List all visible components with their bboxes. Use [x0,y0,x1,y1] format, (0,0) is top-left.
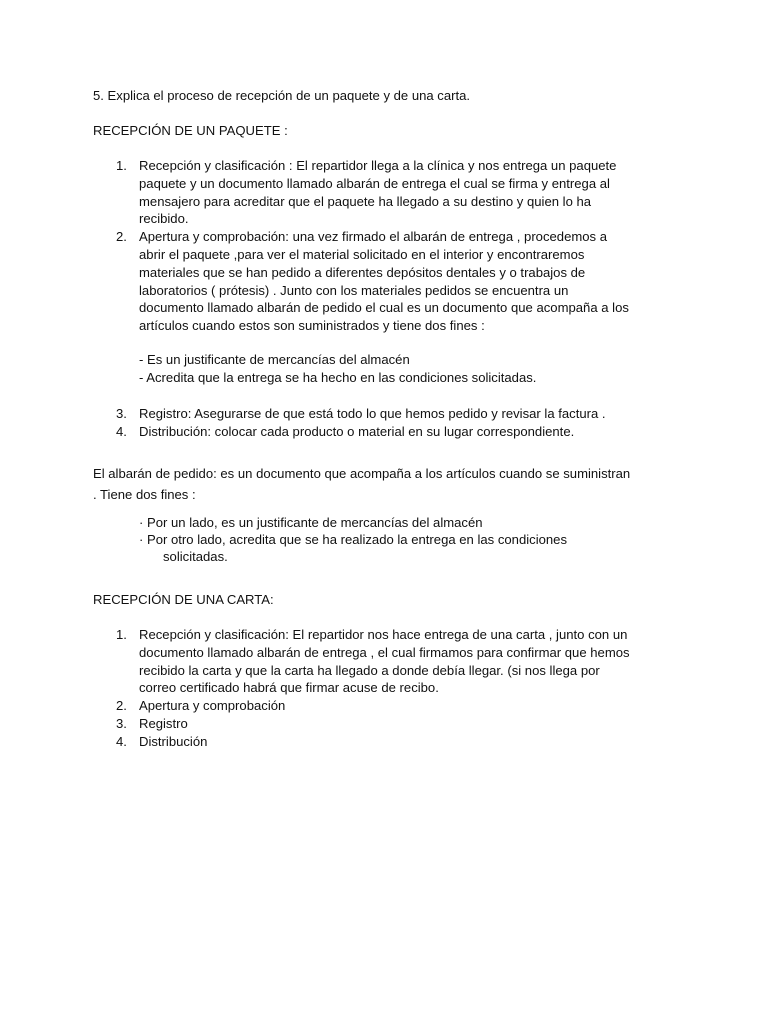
list-number: 1. [116,158,127,173]
list-line: mensajero para acreditar que el paquete ha llegado a su destino y quien lo ha [139,193,592,209]
list-line: Recepción y clasificación: El repartidor nos hace entrega de una carta , junto con un [139,627,628,642]
list-line: Apertura y comprobación [139,698,286,714]
section-heading-carta: RECEPCIÓN DE UNA CARTA: [93,592,274,607]
list-line: correo certificado habrá que firmar acuse de recibo. [139,680,439,696]
list-number: 4. [116,733,127,749]
list-line: Apertura y comprobación: una vez firmado el albarán de entrega , procedemos a [139,229,608,245]
list-item [116,423,606,441]
section-heading-paquete: RECEPCIÓN DE UN PAQUETE : [93,123,288,138]
list-number: 3. [116,406,127,421]
list-item [116,697,630,715]
list-item [116,626,630,697]
list-number: 4. [116,423,127,439]
paquete-steps-list [116,157,629,335]
albaran-bullet [139,532,567,565]
paquete-steps-list-continued [116,405,606,441]
list-number: 2. [116,229,127,245]
list-item [116,405,606,423]
bullet-line: · Por un lado, es un justificante de mercancías del almacén [139,515,483,530]
list-item [116,733,630,751]
list-line: artículos cuando estos son suministrados y tiene dos fines : [139,318,485,334]
list-line: materiales que se han pedido a diferentes depósitos dentales y o trabajos de [139,264,586,280]
list-line: abrir el paquete ,para ver el material solicitado en el interior y encontraremos [139,246,585,262]
list-line: documento llamado albarán de entrega , el cual firmamos para confirmar que hemos [139,644,630,660]
list-number: 2. [116,698,127,714]
list-item [116,715,630,733]
question-title: 5. Explica el proceso de recepción de un paquete y de una carta. [93,88,471,103]
list-line: recibido. [139,211,189,227]
list-line: Recepción y clasificación : El repartidor llega a la clínica y nos entrega un paquete [139,158,617,173]
sub-item: - Acredita que la entrega se ha hecho en las condiciones solicitadas. [139,370,537,385]
list-line: Distribución [139,733,208,749]
albaran-paragraph-line: . Tiene dos fines : [93,487,196,502]
list-line: recibido la carta y que la carta ha llegado a donde debía llegar. (si nos llega por [139,662,600,678]
list-line: paquete y un documento llamado albarán de entrega el cual se firma y entrega al [139,175,610,191]
list-item [116,228,629,335]
list-item [116,157,629,228]
list-number: 1. [116,627,127,642]
list-line: documento llamado albarán de pedido el cual es un documento que acompaña a los [139,300,629,316]
list-line: Registro [139,715,188,731]
list-line: laboratorios ( prótesis) . Junto con los materiales pedidos se encuentra un [139,282,569,298]
bullet-line: solicitadas. [163,548,228,564]
list-number: 3. [116,715,127,731]
albaran-bullet [139,515,483,532]
albaran-paragraph-line: El albarán de pedido: es un documento que acompaña a los artículos cuando se suministran [93,466,631,481]
bullet-line: · Por otro lado, acredita que se ha realizado la entrega en las condiciones [139,532,567,547]
carta-steps-list [116,626,630,751]
list-line: Registro: Asegurarse de que está todo lo que hemos pedido y revisar la factura . [139,406,606,421]
list-line: Distribución: colocar cada producto o material en su lugar correspondiente. [139,423,575,439]
sub-item: - Es un justificante de mercancías del almacén [139,352,410,367]
